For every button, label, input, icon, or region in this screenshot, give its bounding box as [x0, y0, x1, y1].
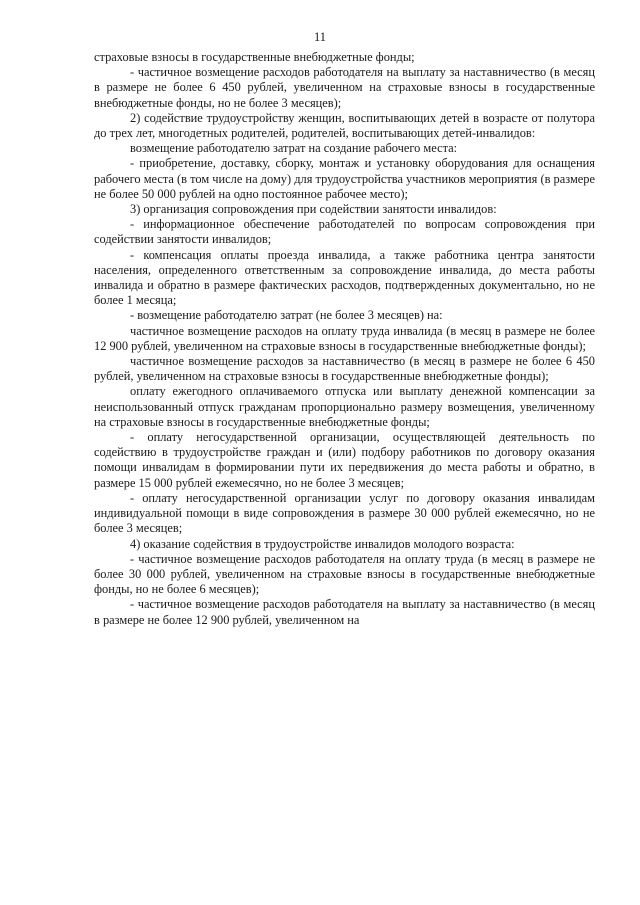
paragraph: - оплату негосударственной организации, осуществляющей деятельность по содействию в трудоустройстве граждан и (или) подбору работников по договору оказания помощи инвалидам в формировании пути их передвижения до места работы и обратно, в размере 15 000 рублей ежемесячно, но не более 3 месяцев;	[94, 430, 595, 490]
document-body	[94, 50, 595, 628]
page-number: 11	[313, 30, 327, 44]
paragraph: - частичное возмещение расходов работодателя на оплату труда (в месяц в размере не более 30 000 рублей, увеличенном на страховые взносы в государственные внебюджетные фонды, но не более 6 месяцев);	[94, 551, 595, 597]
paragraph: страховые взносы в государственные внебюджетные фонды;	[94, 50, 415, 64]
paragraph: - приобретение, доставку, сборку, монтаж и установку оборудования для оснащения рабочего места (в том числе на дому) для трудоустройства участников мероприятия (в размере не более 50 000 рублей на одно постоянное рабочее место);	[94, 156, 595, 201]
paragraph: 4) оказание содействия в трудоустройстве инвалидов молодого возраста:	[130, 536, 515, 551]
paragraph: - возмещение работодателю затрат (не более 3 месяцев) на:	[130, 308, 443, 323]
paragraph: - компенсация оплаты проезда инвалида, а также работника центра занятости населения, определенного ответственным за сопровождение инвалида, до места работы инвалида и обратно в размере фактических расходов, подтвержденных документально, но не более 1 месяца;	[94, 247, 595, 308]
paragraph: - оплату негосударственной организации услуг по договору оказания инвалидам индивидуальной помощи в виде сопровождения в размере 30 000 рублей ежемесячно, но не более 3 месяцев;	[94, 490, 595, 536]
paragraph: - частичное возмещение расходов работодателя на выплату за наставничество (в месяц в размере не более 6 450 рублей, увеличенном на страховые взносы в государственные внебюджетные фонды, но не более 3 месяцев);	[94, 65, 595, 110]
paragraph: - частичное возмещение расходов работодателя на выплату за наставничество (в месяц в размере не более 12 900 рублей, увеличенном на	[94, 597, 595, 627]
paragraph: частичное возмещение расходов на оплату труда инвалида (в месяц в размере не более 12 900 рублей, увеличенном на страховые взносы в государственные внебюджетные фонды);	[94, 323, 595, 353]
paragraph: оплату ежегодного оплачиваемого отпуска или выплату денежной компенсации за неиспользованный отпуск гражданам пропорционально размеру возмещения, увеличенному на страховые взносы в государственные внебюджетные фонды;	[94, 384, 595, 429]
paragraph: - информационное обеспечение работодателей по вопросам сопровождения при содействии занятости инвалидов;	[94, 217, 595, 247]
paragraph: 2) содействие трудоустройству женщин, воспитывающих детей в возрасте от полутора до трех лет, многодетных родителей, родителей, воспитывающих детей-инвалидов:	[94, 110, 595, 141]
paragraph: возмещение работодателю затрат на создание рабочего места:	[130, 141, 458, 156]
paragraph: 3) организация сопровождения при содействии занятости инвалидов:	[130, 202, 497, 217]
paragraph: частичное возмещение расходов за наставничество (в месяц в размере не более 6 450 рублей, увеличенном на страховые взносы в государственные внебюджетные фонды);	[94, 354, 595, 384]
